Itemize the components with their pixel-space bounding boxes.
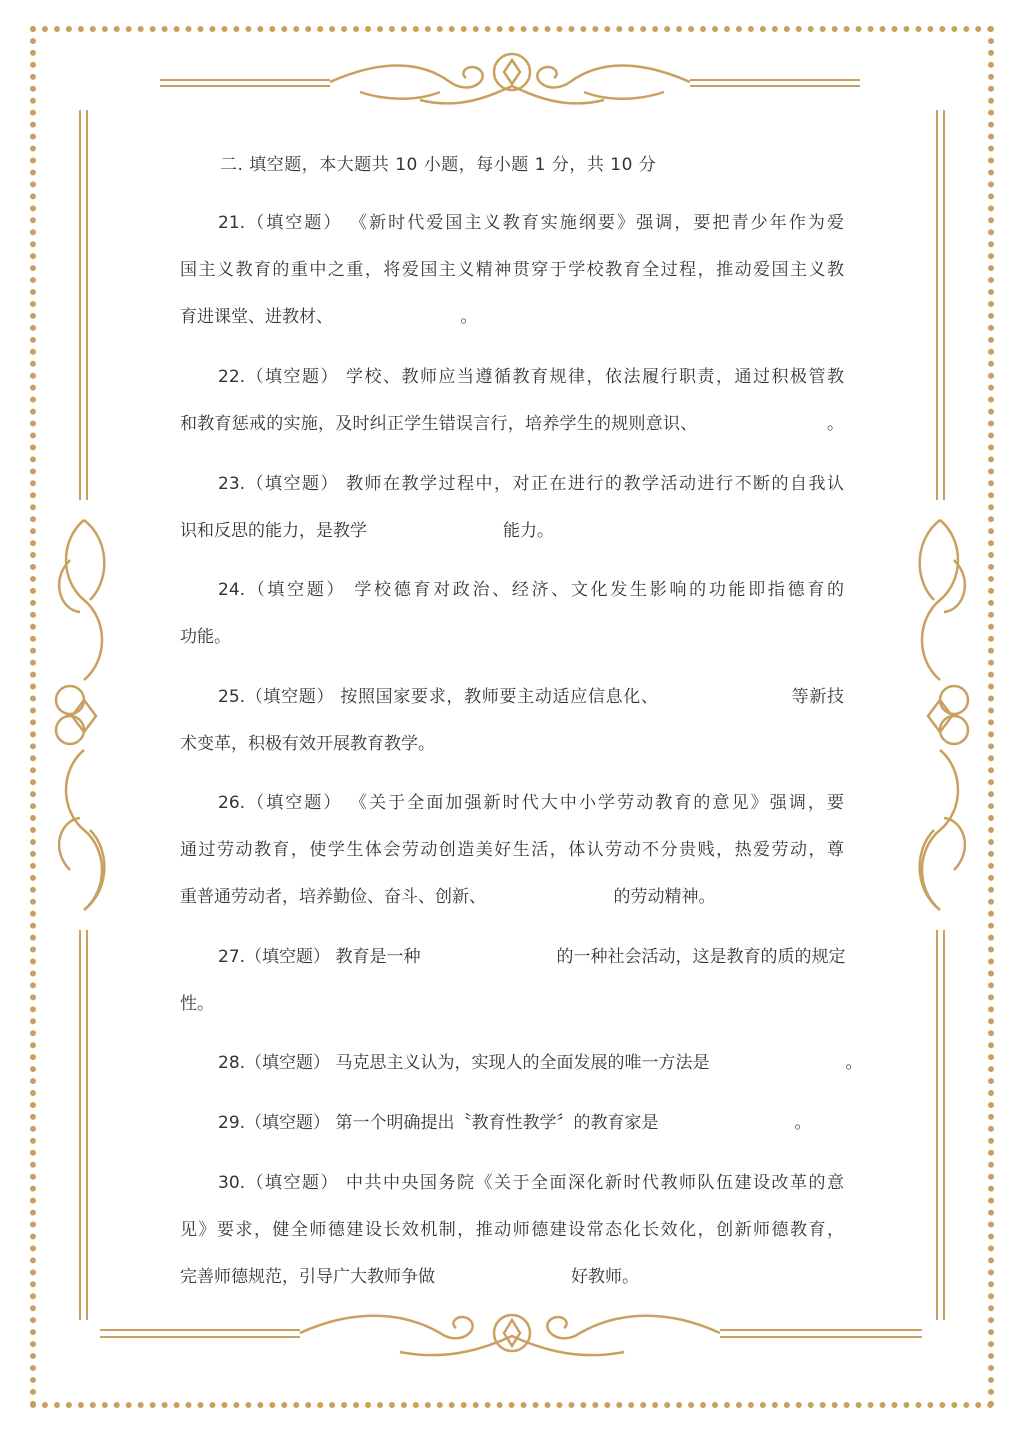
question-line: 重普通劳动者，培养勤俭、奋斗、创新、 的劳动精神。 [180,887,716,907]
question-line: 性。 [180,994,214,1014]
question-number: 21.（填空题） [218,213,343,233]
question-24 [180,567,844,661]
section-title: 二. 填空题，本大题共 10 小题，每小题 1 分，共 10 分 [220,155,657,175]
question-line: 术变革，积极有效开展教育教学。 [180,734,435,754]
question-number: 23.（填空题） [218,474,340,494]
question-number: 26.（填空题） [218,793,343,813]
question-21 [180,200,844,341]
question-line: 27.（填空题） 教育是一种 的一种社会活动，这是教育的质的规定 [218,947,846,967]
question-line: 识和反思的能力，是教学 能力。 [180,521,554,541]
question-line: 功能。 [180,627,231,647]
question-number: 27.（填空题） [218,947,331,967]
question-line: 29.（填空题） 第一个明确提出〝教育性教学〞的教育家是 。 [218,1113,812,1133]
question-line: 完善师德规范，引导广大教师争做 好教师。 [180,1267,639,1287]
question-number: 25.（填空题） [218,687,335,707]
question-25 [180,674,844,768]
question-29 [180,1100,844,1147]
question-line: 28.（填空题） 马克思主义认为，实现人的全面发展的唯一方法是 。 [218,1053,863,1073]
question-23 [180,461,844,555]
question-line: 和教育惩戒的实施，及时纠正学生错误言行，培养学生的规则意识、 。 [180,414,844,434]
question-28 [180,1040,863,1087]
question-line: 26.（填空题） 《关于全面加强新时代大中小学劳动教育的意见》强调，要 [218,793,844,813]
question-number: 28.（填空题） [218,1053,331,1073]
question-number: 24.（填空题） [218,580,347,600]
question-22 [180,354,844,448]
question-line: 育进课堂、进教材、 。 [180,307,478,327]
question-line: 见》要求，健全师德建设长效机制，推动师德建设常态化长效化，创新师德教育， [180,1220,844,1240]
question-30 [180,1160,844,1301]
question-26 [180,780,844,921]
question-line: 24.（填空题） 学校德育对政治、经济、文化发生影响的功能即指德育的 [218,580,845,600]
question-line: 22.（填空题） 学校、教师应当遵循教育规律，依法履行职责，通过积极管教 [218,367,844,387]
question-number: 22.（填空题） [218,367,340,387]
question-27 [180,934,844,1028]
question-line: 国主义教育的重中之重，将爱国主义精神贯穿于学校教育全过程，推动爱国主义教 [180,260,844,280]
question-line: 通过劳动教育，使学生体会劳动创造美好生活，体认劳动不分贵贱，热爱劳动，尊 [180,840,844,860]
question-line: 25.（填空题） 按照国家要求，教师要主动适应信息化、 等新技 [218,687,845,707]
question-line: 21.（填空题） 《新时代爱国主义教育实施纲要》强调，要把青少年作为爱 [218,213,844,233]
question-number: 30.（填空题） [218,1173,340,1193]
question-line: 23.（填空题） 教师在教学过程中，对正在进行的教学活动进行不断的自我认 [218,474,844,494]
question-number: 29.（填空题） [218,1113,331,1133]
question-line: 30.（填空题） 中共中央国务院《关于全面深化新时代教师队伍建设改革的意 [218,1173,844,1193]
